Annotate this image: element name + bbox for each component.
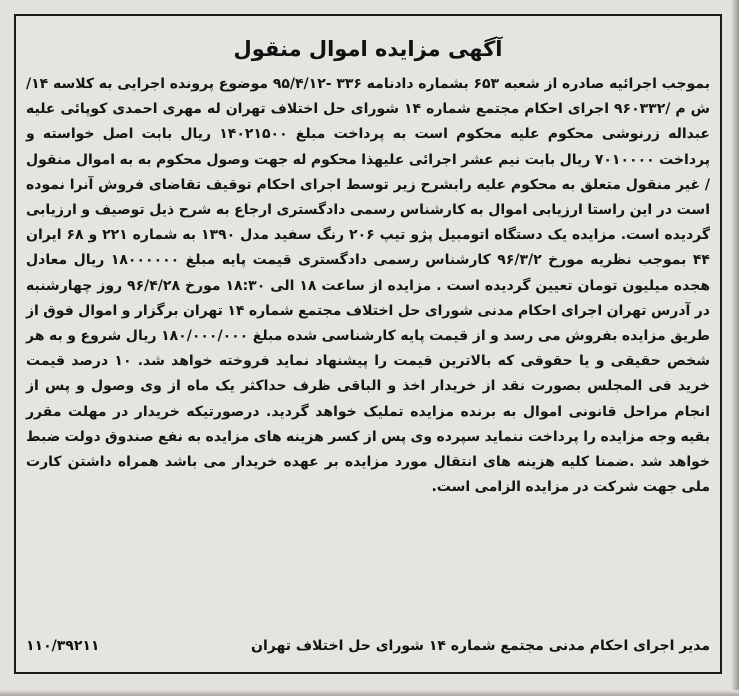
notice-body: بموجب اجرائیه صادره از شعبه ۶۵۳ بشماره دادنامه ۳۳۶ -۹۵/۴/۱۲ موضوع پرونده اجرایی به کلاسه ۱۴/ش م /۹۶۰۳۳۲ اجرای احکام مجتمع شماره ۱۴ شورای حل اختلاف تهران له مهری احمدی کوپائی علیه عبداله زرنوشی محکوم علیه محکوم است به پرداخت مبلغ ۱۴۰۲۱۵۰۰ ریال بابت اصل خواسته و پرداخت ۷۰۱۰۰۰۰ ریال بابت نیم عشر اجرائی علیهذا محکوم له جهت وصول محکوم به به اموال منقول / غیر منقول متعلق به محکوم علیه رابشرح زیر توسط اجرای احکام توقیف تقاضای فروش آنرا نموده است در این راستا ارزیابی اموال به کارشناس رسمی دادگستری ارجاع به شرح ذیل توصیف و ارزیابی گردیده است. مزایده یک دستگاه اتومبیل پژو تیپ ۲۰۶ رنگ سفید مدل ۱۳۹۰ به شماره ۲۲۱ و ۶۸ ایران ۴۴ بموجب نظریه مورخ ۹۶/۳/۲ کارشناس رسمی دادگستری قیمت پایه مبلغ ۱۸۰۰۰۰۰۰ ریال معادل هجده میلیون تومان تعیین گردیده است . مزایده از ساعت ۱۸ الی ۱۸:۳۰ مورخ ۹۶/۴/۲۸ روز چهارشنبه در آدرس تهران اجرای احکام مدنی شورای حل اختلاف مجتمع شماره ۱۴ تهران برگزار و اموال فوق از طریق مزایده بفروش می رسد و از قیمت پایه کارشناسی شده مبلغ ۱۸۰/۰۰۰/۰۰۰ ریال شروع و به هر شخص حقیقی و یا حقوقی که بالاترین قیمت را پیشنهاد نماید فروخته خواهد شد. ۱۰ درصد قیمت خرید فی المجلس بصورت نقد از خریدار اخذ و الباقی ظرف حداکثر یک ماه از وی وصول و پس از انجام مراحل قانونی اموال به برنده مزایده تملیک خواهد گردید. درصورتیکه خریدار در مهلت مقرر بقیه وجه مزایده را پرداخت ننماید سپرده وی پس از کسر هزینه های مزایده به نفع صندوق دولت ضبط خواهد شد .ضمنا کلیه هزینه های انتقال مورد مزایده بر عهده خریدار می باشد همراه داشتن کارت ملی جهت شرکت در مزایده الزامی است. <box>26 76 711 496</box>
reference-number: ۱۱۰/۳۹۲۱۱ <box>26 638 100 654</box>
notice-title: آگهی مزایده اموال منقول <box>233 37 503 61</box>
scan-bottom-shadow <box>0 690 739 696</box>
signer-title: مدیر اجرای احکام مدنی مجتمع شماره ۱۴ شورای حل اختلاف تهران <box>251 638 710 654</box>
notice-footer <box>26 638 710 662</box>
notice-frame <box>14 14 722 674</box>
scan-edge-shadow <box>731 0 739 696</box>
